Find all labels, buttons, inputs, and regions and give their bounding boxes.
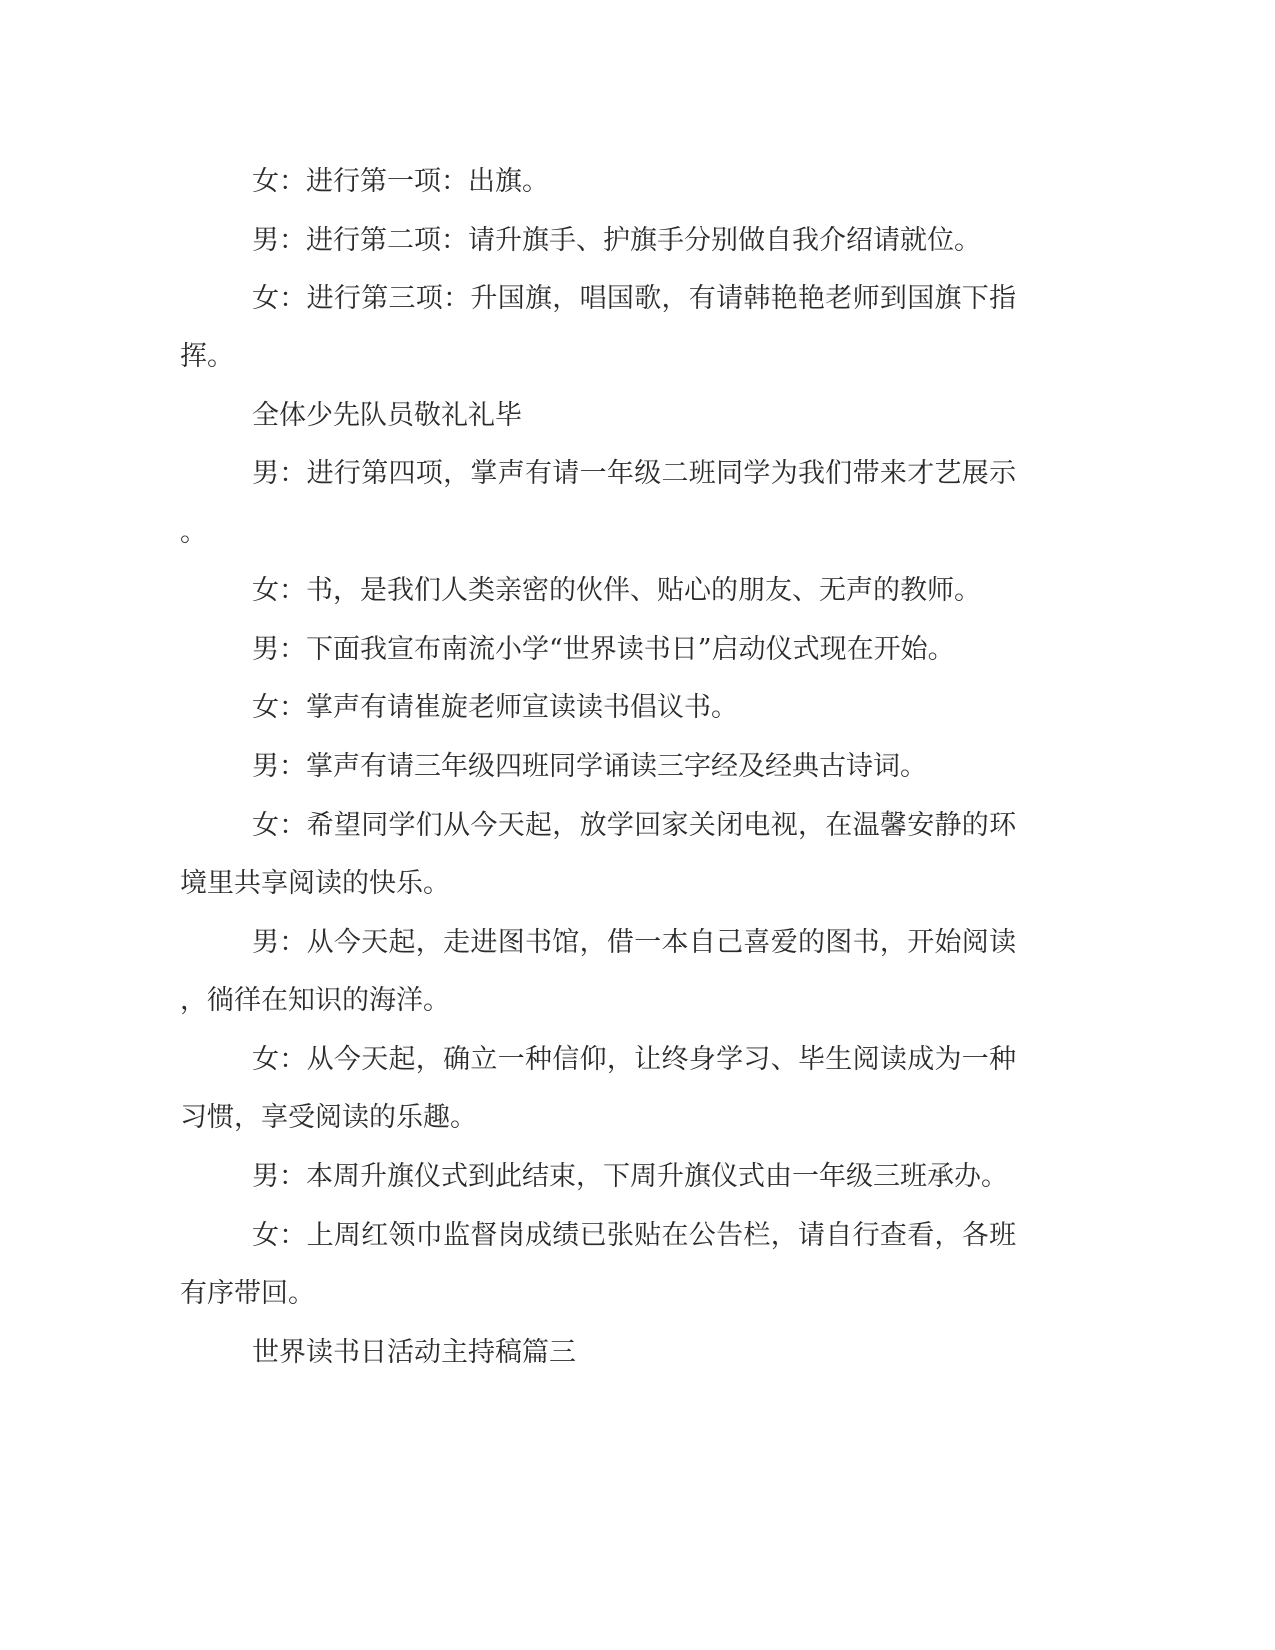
text-line: 境里共享阅读的快乐。 [180,868,450,899]
text-line: 男：本周升旗仪式到此结束，下周升旗仪式由一年级三班承办。 [252,1161,1008,1192]
text-line: 男：掌声有请三年级四班同学诵读三字经及经典古诗词。 [252,751,927,782]
text-line: 女：从今天起，确立一种信仰，让终身学习、毕生阅读成为一种 [252,1044,1017,1075]
section-heading: 世界读书日活动主持稿篇三 [252,1337,576,1368]
text-line: 男：从今天起，走进图书馆，借一本自己喜爱的图书，开始阅读 [252,927,1017,958]
text-line: 男：进行第二项：请升旗手、护旗手分别做自我介绍请就位。 [252,225,981,256]
text-line: 。 [180,517,207,548]
text-line: 习惯，享受阅读的乐趣。 [180,1102,477,1133]
text-line: 女：掌声有请崔旋老师宣读读书倡议书。 [252,692,738,723]
text-line: 女：希望同学们从今天起，放学回家关闭电视，在温馨安静的环 [252,810,1017,841]
text-line: 挥。 [180,341,234,372]
text-line: 全体少先队员敬礼礼毕 [252,400,522,431]
text-line: 男：进行第四项，掌声有请一年级二班同学为我们带来才艺展示 [252,458,1017,489]
text-line: 女：进行第一项：出旗。 [252,166,549,197]
text-line: 有序带回。 [180,1278,315,1309]
text-line: 女：进行第三项：升国旗，唱国歌，有请韩艳艳老师到国旗下指 [252,283,1017,314]
text-line: 女：书，是我们人类亲密的伙伴、贴心的朋友、无声的教师。 [252,575,981,606]
text-line: ，徜徉在知识的海洋。 [180,985,450,1016]
text-line: 女：上周红领巾监督岗成绩已张贴在公告栏，请自行查看，各班 [252,1220,1017,1251]
text-line: 男：下面我宣布南流小学“世界读书日”启动仪式现在开始。 [252,634,955,665]
